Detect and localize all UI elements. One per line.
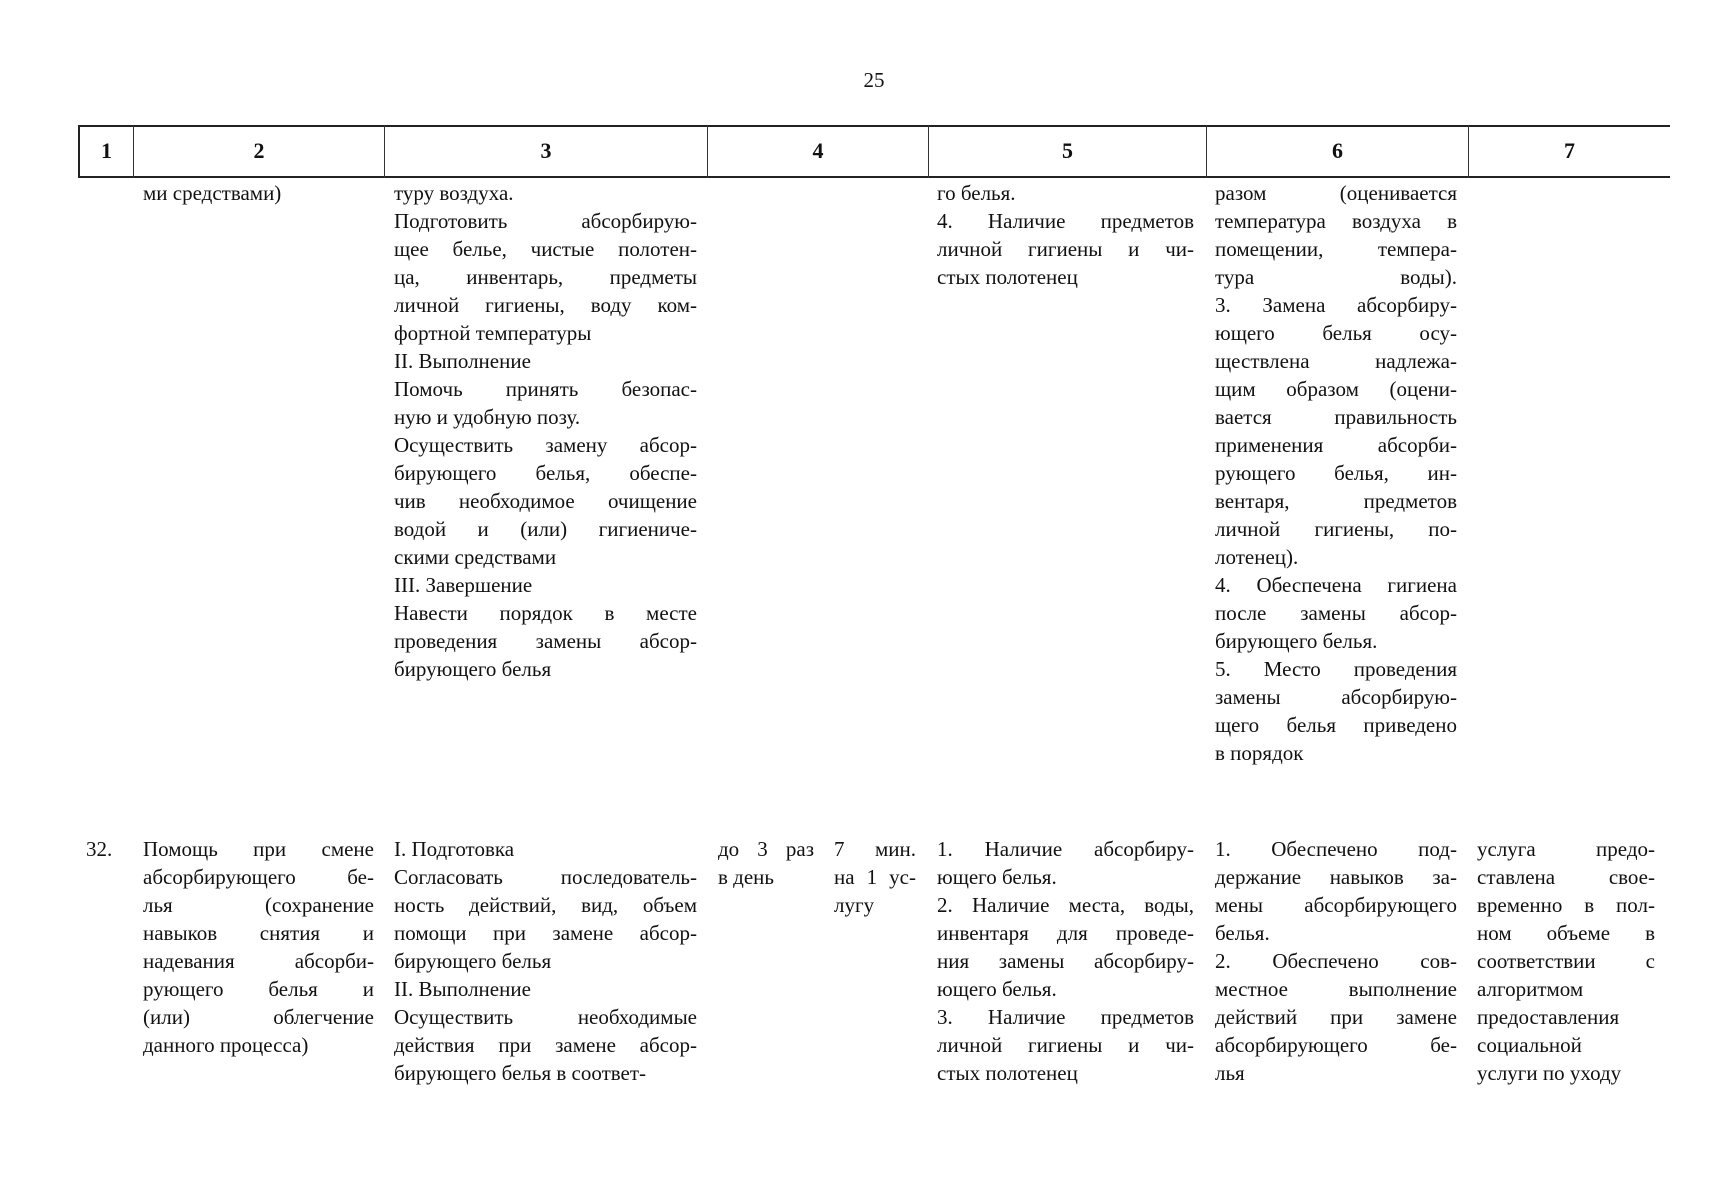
column-header-2: 2 xyxy=(253,138,265,163)
text-line: ном объеме в xyxy=(1477,921,1655,945)
text-line: скими средствами xyxy=(394,545,557,569)
text-line: в день xyxy=(718,865,774,889)
cell-row32-col4-duration xyxy=(834,835,916,919)
cell-row32-col2 xyxy=(143,835,374,1059)
text-line: III. Завершение xyxy=(394,573,533,597)
table-header-bottom-rule xyxy=(78,176,1670,178)
text-line: 1. Наличие абсорбиру- xyxy=(937,837,1194,861)
text-line: лья (сохранение xyxy=(143,893,374,917)
text-line: личной гигиены и чи- xyxy=(937,1033,1194,1057)
text-line: абсорбирующего бе- xyxy=(1215,1033,1457,1057)
text-line: применения абсорби- xyxy=(1215,433,1457,457)
page-number: 25 xyxy=(863,68,885,92)
text-line: ставлена свое- xyxy=(1477,865,1655,889)
text-line: личной гигиены, воду ком- xyxy=(394,293,697,317)
text-line: го белья. xyxy=(937,181,1016,205)
text-line: помещении, темпера- xyxy=(1215,237,1457,261)
column-header-1: 1 xyxy=(101,138,112,163)
text-line: 4. Обеспечена гигиена xyxy=(1215,573,1457,597)
text-line: после замены абсор- xyxy=(1215,601,1457,625)
text-line: услуга предо- xyxy=(1477,837,1655,861)
text-line: 2. Наличие места, воды, xyxy=(937,893,1194,917)
text-line: рующего белья, ин- xyxy=(1215,461,1457,485)
text-line: до 3 раз xyxy=(718,837,814,861)
text-line: действий при замене xyxy=(1215,1005,1457,1029)
text-line: (или) облегчение xyxy=(143,1005,374,1029)
column-header-5: 5 xyxy=(1062,138,1073,163)
text-line: стых полотенец xyxy=(937,265,1078,289)
column-header-4: 4 xyxy=(812,138,824,163)
cell-row32-col3 xyxy=(394,835,697,1087)
text-line: соответствии с xyxy=(1477,949,1655,973)
cell-row32-col5 xyxy=(937,835,1194,1087)
text-line: щего белья приведено xyxy=(1215,713,1457,737)
text-line: местное выполнение xyxy=(1215,977,1457,1001)
text-line: алгоритмом xyxy=(1477,977,1584,1001)
text-line: 2. Обеспечено сов- xyxy=(1215,949,1457,973)
text-line: вается правильность xyxy=(1215,405,1457,429)
text-line: лья xyxy=(1215,1061,1245,1085)
text-line: личной гигиены, по- xyxy=(1215,517,1457,541)
text-line: Навести порядок в месте xyxy=(394,601,697,625)
text-line: в порядок xyxy=(1215,741,1304,765)
table-top-rule xyxy=(78,125,1670,127)
text-line: ную и удобную позу. xyxy=(394,405,581,429)
column-header-7: 7 xyxy=(1564,138,1575,163)
text-line: бирующего белья. xyxy=(1215,629,1378,653)
text-line: чив необходимое очищение xyxy=(394,489,697,513)
text-line: на 1 ус- xyxy=(834,865,916,889)
text-line: бирующего белья, обеспе- xyxy=(394,461,697,485)
text-line: температура воздуха в xyxy=(1215,209,1457,233)
text-line: ца, инвентарь, предметы xyxy=(394,265,697,289)
text-line: Осуществить необходимые xyxy=(394,1005,697,1029)
text-line: бирующего белья в соответ- xyxy=(394,1061,647,1085)
text-line: Помощь при смене xyxy=(143,837,374,861)
text-line: предоставления xyxy=(1477,1005,1620,1029)
cell-continued-col3 xyxy=(394,179,697,683)
text-line: тура воды). xyxy=(1215,265,1457,289)
text-line: ющего белья. xyxy=(937,865,1057,889)
text-line: 3. Замена абсорбиру- xyxy=(1215,293,1457,317)
cell-row32-col6 xyxy=(1215,835,1457,1087)
text-line: ния замены абсорбиру- xyxy=(937,949,1194,973)
text-line: лугу xyxy=(834,893,875,917)
cell-continued-col5 xyxy=(937,179,1194,291)
text-line: разом (оценивается xyxy=(1215,181,1457,205)
text-line: абсорбирующего бе- xyxy=(143,865,374,889)
column-header-3: 3 xyxy=(540,138,552,163)
text-line: ность действий, вид, объем xyxy=(394,893,697,917)
text-line: личной гигиены и чи- xyxy=(937,237,1194,261)
text-line: Подготовить абсорбирую- xyxy=(394,209,697,233)
text-line: социальной xyxy=(1477,1033,1582,1057)
text-line: временно в пол- xyxy=(1477,893,1655,917)
text-line: ющего белья осу- xyxy=(1215,321,1457,345)
column-header-6: 6 xyxy=(1332,138,1343,163)
text-line: туру воздуха. xyxy=(394,181,514,205)
cell-row32-col7 xyxy=(1477,835,1655,1087)
text-line: лотенец). xyxy=(1215,545,1299,569)
text-line: держание навыков за- xyxy=(1215,865,1457,889)
text-line: услуги по уходу xyxy=(1477,1061,1622,1085)
text-line: водой и (или) гигиениче- xyxy=(394,517,697,541)
text-line: белья. xyxy=(1215,921,1270,945)
text-line: бирующего белья xyxy=(394,657,552,681)
text-line: I. Подготовка xyxy=(394,837,515,861)
text-line: действия при замене абсор- xyxy=(394,1033,697,1057)
text-line: ющего белья. xyxy=(937,977,1057,1001)
text-line: навыков снятия и xyxy=(143,921,374,945)
text-line: данного процесса) xyxy=(143,1033,309,1057)
cell-row32-col4-frequency xyxy=(718,835,814,891)
text-line: 7 мин. xyxy=(834,837,916,861)
text-line: рующего белья и xyxy=(143,977,374,1001)
text-line: инвентаря для проведе- xyxy=(937,921,1194,945)
text-line: ми средствами) xyxy=(143,181,282,205)
cell-continued-col2 xyxy=(143,179,375,207)
text-line: II. Выполнение xyxy=(394,349,531,373)
text-line: Согласовать последователь- xyxy=(394,865,697,889)
text-line: Помочь принять безопас- xyxy=(394,377,697,401)
text-line: мены абсорбирующего xyxy=(1215,893,1457,917)
text-line: надевания абсорби- xyxy=(143,949,374,973)
text-line: помощи при замене абсор- xyxy=(394,921,697,945)
text-line: 1. Обеспечено под- xyxy=(1215,837,1457,861)
text-line: II. Выполнение xyxy=(394,977,531,1001)
text-line: ществлена надлежа- xyxy=(1215,349,1457,373)
text-line: бирующего белья xyxy=(394,949,552,973)
text-line: 5. Место проведения xyxy=(1215,657,1457,681)
text-line: щее белье, чистые полотен- xyxy=(394,237,697,261)
text-line: фортной температуры xyxy=(394,321,592,345)
text-line: щим образом (оцени- xyxy=(1215,377,1457,401)
text-line: 3. Наличие предметов xyxy=(937,1005,1194,1029)
text-line: стых полотенец xyxy=(937,1061,1078,1085)
row-number: 32. xyxy=(86,837,113,861)
cell-continued-col6 xyxy=(1215,179,1457,767)
text-line: проведения замены абсор- xyxy=(394,629,697,653)
text-line: 4. Наличие предметов xyxy=(937,209,1194,233)
text-line: вентаря, предметов xyxy=(1215,489,1457,513)
text-line: Осуществить замену абсор- xyxy=(394,433,697,457)
text-line: замены абсорбирую- xyxy=(1215,685,1457,709)
